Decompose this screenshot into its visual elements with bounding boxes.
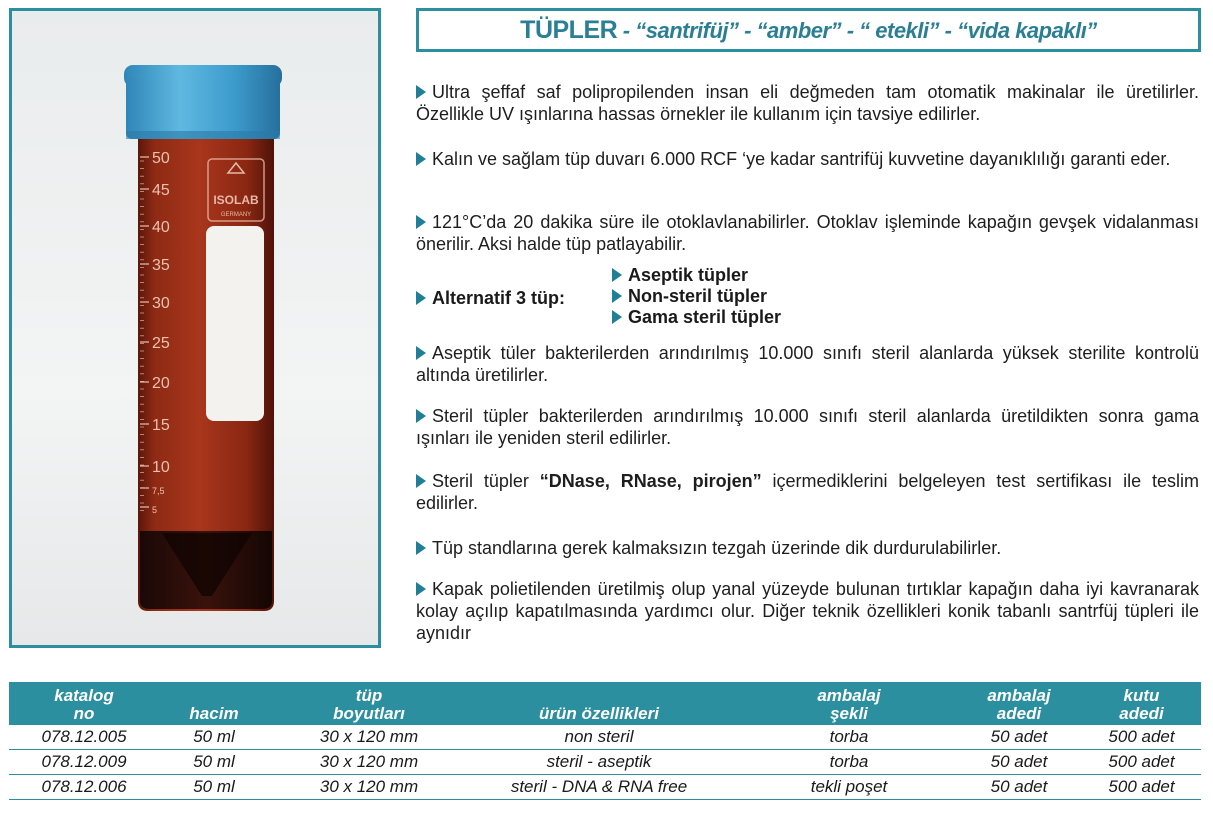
feature-freestanding (416, 537, 1199, 559)
alternative-item: Gama steril tüpler (612, 307, 781, 328)
table-row (9, 750, 1201, 775)
cell-volume: 50 ml (193, 777, 235, 796)
col-header-box-qty: kutu adedi (1119, 686, 1164, 723)
cell-package-type: tekli poşet (810, 777, 888, 796)
bullet-arrow-icon (416, 346, 426, 360)
cap-edge (126, 131, 280, 139)
alternatives (416, 265, 916, 333)
feature-text: Aseptik tüler bakterilerden arındırılmış 10.000 sınıfı steril alanlarda yüksek sterilite kontrolü altında üretilirler. (416, 343, 1199, 385)
col-header-features: ürün özellikleri (539, 704, 659, 723)
cell-catalog: 078.12.005 (41, 727, 127, 746)
cell-catalog: 078.12.006 (41, 777, 127, 796)
col-header-catalog: katalog no (54, 686, 114, 723)
scale-label: 40 (152, 219, 170, 236)
scale-label: 45 (152, 182, 170, 199)
feature-text: Kalın ve sağlam tüp duvarı 6.000 RCF ‘ye kadar santrifüj kuvvetine dayanıklılığı garanti eder. (432, 149, 1171, 169)
cell-package-qty: 50 adet (990, 752, 1048, 771)
scale-label: 7,5 (152, 486, 165, 496)
bullet-arrow-icon (612, 310, 622, 324)
cell-volume: 50 ml (193, 727, 235, 746)
title-main: TÜPLER (520, 15, 618, 44)
col-header-size: tüp boyutları (333, 686, 405, 723)
feature-text: 121°C’da 20 dakika süre ile otoklavlanabilirler. Otoklav işleminde kapağın gevşek vidalanması önerilir. Aksi halde tüp patlayabilir. (416, 212, 1199, 254)
table-header (9, 682, 1201, 725)
cell-features: non steril (564, 727, 634, 746)
logo-country: GERMANY (220, 212, 252, 218)
bullet-arrow-icon (612, 289, 622, 303)
cell-size: 30 x 120 mm (319, 777, 419, 796)
feature-text-bold: “DNase, RNase, pirojen” (539, 471, 762, 491)
feature-rcf (416, 148, 1199, 170)
scale-label: 25 (152, 335, 170, 352)
writing-label (206, 226, 264, 421)
feature-cap (416, 578, 1199, 644)
feature-text: Ultra şeffaf saf polipropilenden insan eli değmeden tam otomatik makinalar ile üretilirler. Özellikle UV ışınlarına hassas örnekler ile kullanım için tavsiye edilirler. (416, 82, 1199, 124)
cell-package-type: torba (829, 752, 869, 771)
cell-volume: 50 ml (193, 752, 235, 771)
bullet-arrow-icon (416, 474, 426, 488)
cell-package-qty: 50 adet (990, 727, 1048, 746)
feature-text: Tüp standlarına gerek kalmaksızın tezgah üzerinde dik durdurulabilirler. (432, 538, 1002, 558)
col-header-package-type: ambalaj şekli (817, 686, 881, 723)
bullet-arrow-icon (416, 152, 426, 166)
feature-uv (416, 81, 1199, 125)
alternative-item: Aseptik tüpler (612, 265, 781, 286)
feature-text: içermediklerini belgeleyen test sertifikası ile teslim edilirler. (416, 471, 1199, 513)
bullet-arrow-icon (416, 85, 426, 99)
cell-features: steril - DNA & RNA free (510, 777, 688, 796)
bullet-arrow-icon (612, 268, 622, 282)
alternatives-label (416, 288, 565, 309)
feature-text: Steril tüpler bakterilerden arındırılmış 10.000 sınıfı steril alanlarda üretildikten sonra gama ışınları ile yeniden steril edilirler. (416, 406, 1199, 448)
alternatives-list (612, 265, 781, 328)
feature-aseptic (416, 342, 1199, 386)
bullet-arrow-icon (416, 582, 426, 596)
cell-package-qty: 50 adet (990, 777, 1048, 796)
feature-certificate (416, 470, 1199, 514)
cell-size: 30 x 120 mm (319, 727, 419, 746)
cell-package-type: torba (829, 727, 869, 746)
scale-label: 30 (152, 295, 170, 312)
product-photo (9, 8, 381, 648)
feature-text: Steril tüpler (432, 471, 540, 491)
screw-cap (126, 79, 280, 139)
cell-features: steril - aseptik (546, 752, 652, 771)
bullet-arrow-icon (416, 541, 426, 555)
cell-box-qty: 500 adet (1108, 752, 1175, 771)
page-title (416, 8, 1201, 52)
scale-label: 5 (152, 505, 158, 515)
alternative-item: Non-steril tüpler (612, 286, 781, 307)
scale-label: 10 (152, 459, 170, 476)
cell-box-qty: 500 adet (1108, 727, 1175, 746)
cell-size: 30 x 120 mm (319, 752, 419, 771)
cell-catalog: 078.12.009 (41, 752, 127, 771)
col-header-volume: hacim (189, 704, 239, 723)
alternatives-label-text: Alternatif 3 tüp: (432, 288, 565, 308)
scale-label: 15 (152, 417, 170, 434)
col-header-package-qty: ambalaj adedi (987, 686, 1051, 723)
scale-label: 35 (152, 257, 170, 274)
feature-text: Kapak polietilenden üretilmiş olup yanal yüzeyde bulunan tırtıklar kapağın daha iyi kavranarak kolay açılıp kapatılmasında yardımcı olur. Diğer teknik özellikleri konik tabanlı santrfüj tüpleri ile aynıdır (416, 579, 1199, 643)
logo-brand: ISOLAB (213, 193, 259, 207)
bullet-arrow-icon (416, 215, 426, 229)
bullet-arrow-icon (416, 409, 426, 423)
table-row (9, 725, 1201, 750)
bullet-arrow-icon (416, 291, 426, 305)
product-table (9, 682, 1201, 800)
centrifuge-tube-image (12, 11, 378, 645)
feature-gamma (416, 405, 1199, 449)
scale-label: 20 (152, 375, 170, 392)
table-row (9, 775, 1201, 800)
title-subtitle: - “santrifüj” - “amber” - “ etekli” - “vida kapaklı” (617, 17, 1097, 43)
feature-autoclave (416, 211, 1199, 255)
scale-label: 50 (152, 150, 170, 167)
cell-box-qty: 500 adet (1108, 777, 1175, 796)
